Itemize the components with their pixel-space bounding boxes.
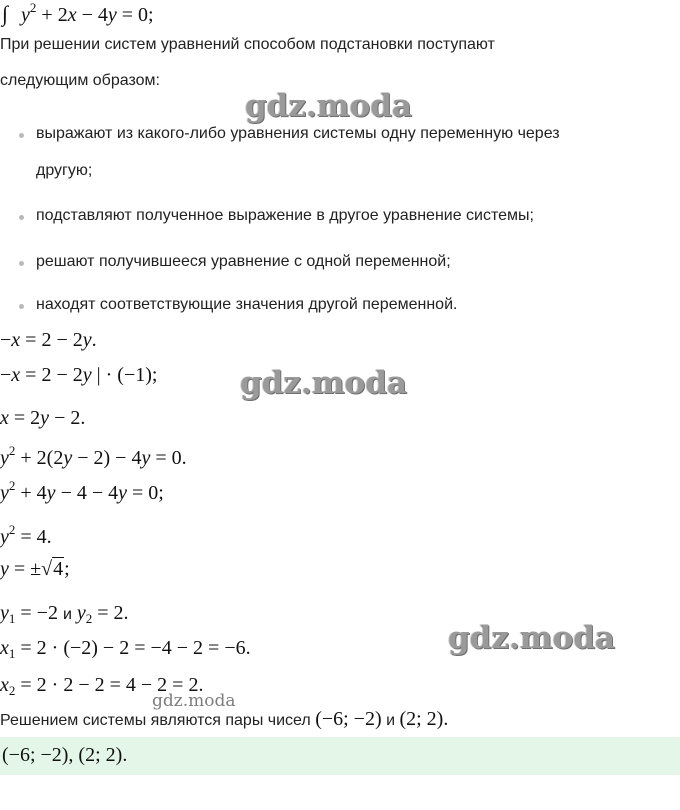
watermark-logo: gdz.moda <box>448 620 615 656</box>
conjunction-text: и <box>62 606 72 623</box>
step-line: $x_1 = 2 \cdot (-2) - 2 = -4 - 2 = -6$. <box>0 637 251 661</box>
list-item: подставляют полученное выражение в другое уравнение системы; <box>36 207 534 224</box>
list-item: выражают из какого-либо уравнения системы одну переменную через <box>36 125 560 142</box>
step-line: x = 2y − 2. <box>0 407 86 429</box>
step-line: $y_1 = -2$ и $y_2 = 2$. <box>0 602 129 626</box>
step-line: $y^2 = 4$. <box>0 522 52 548</box>
watermark-logo: gdz.moda <box>245 88 412 124</box>
list-item: находят соответствующие значения другой переменной. <box>36 296 458 313</box>
list-item: решают получившееся уравнение с одной переменной; <box>36 253 451 270</box>
step-line: −x = 2 − 2y | · (−1); <box>0 364 158 386</box>
step-line: $y^2 + 2(2y - 2) - 4y = 0$. <box>0 443 187 469</box>
solution-pair-2: (2; 2). <box>399 708 449 730</box>
step-line: $x_2 = 2 \cdot 2 - 2 = 4 - 2 = 2$. <box>0 674 204 698</box>
intro-line-2: следующим образом: <box>0 72 160 89</box>
bullet-dot-icon <box>19 133 24 138</box>
watermark-logo: gdz.moda <box>152 691 236 711</box>
solution-and: и <box>386 712 396 729</box>
sqrt-symbol: √4 <box>41 558 64 580</box>
system-equation-line <box>2 0 154 27</box>
bullet-dot-icon <box>19 304 24 309</box>
answer-text: (−6; −2), (2; 2). <box>2 744 128 766</box>
answer-box <box>0 737 680 775</box>
bullet-dot-icon <box>19 261 24 266</box>
step-line: $y^2 + 4y - 4 - 4y = 0$; <box>0 478 164 504</box>
step-line: −x = 2 − 2y. <box>0 329 97 351</box>
watermark-logo: gdz.moda <box>240 365 407 401</box>
system-brace: ∫ <box>2 1 9 26</box>
intro-line-1: При решении систем уравнений способом подстановки поступают <box>0 36 495 53</box>
solution-pair-1: (−6; −2) <box>315 708 382 730</box>
system-equation: $y^2 + 2x - 4y = 0$; <box>21 0 154 26</box>
step-line: y = ±√4; <box>0 558 70 580</box>
solution-text: Решением системы являются пары чисел <box>0 712 311 729</box>
solution-sentence <box>0 708 448 731</box>
list-item-continuation: другую; <box>36 162 93 179</box>
bullet-dot-icon <box>19 215 24 220</box>
